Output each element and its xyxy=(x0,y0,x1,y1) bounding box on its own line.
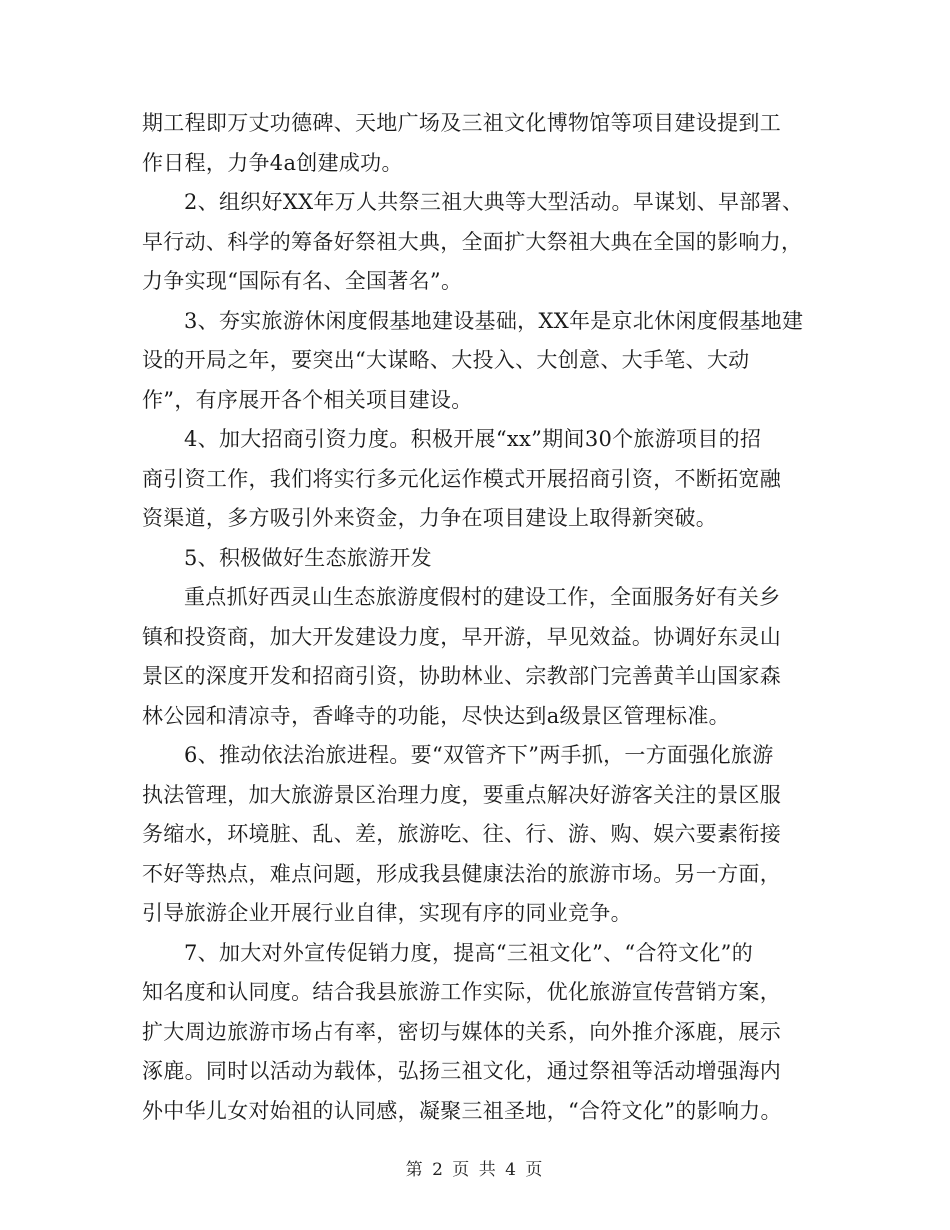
text-line: 商引资工作，我们将实行多元化运作模式开展招商引资，不断拓宽融 xyxy=(142,466,781,491)
text-line: 5、积极做好生态旅游开发 xyxy=(184,545,432,570)
text-line: 务缩水，环境脏、乱、差，旅游吃、往、行、游、购、娱六要素衔接 xyxy=(142,822,781,846)
text-line: 期工程即万丈功德碑、天地广场及三祖文化博物馆等项目建设提到工 xyxy=(142,111,781,135)
text-line: 力争实现“国际有名、全国著名”。 xyxy=(142,269,463,293)
text-line: 设的开局之年，要突出“大谋略、大投入、大创意、大手笔、大动 xyxy=(142,348,750,372)
text-line: 7、加大对外宣传促销力度，提高“三祖文化”、“合符文化”的 xyxy=(184,940,754,965)
text-line: 引导旅游企业开展行业自律，实现有序的同业竞争。 xyxy=(142,901,632,925)
text-line: 不好等热点，难点问题，形成我县健康法治的旅游市场。另一方面， xyxy=(142,861,781,886)
text-line: 重点抓好西灵山生态旅游度假村的建设工作，全面服务好有关乡 xyxy=(184,585,781,609)
document-body xyxy=(142,104,822,1131)
text-line: 6、推动依法治旅进程。要“双管齐下”两手抓，一方面强化旅游 xyxy=(184,743,774,767)
text-line: 3、夯实旅游休闲度假基地建设基础，XX年是京北休闲度假基地建 xyxy=(184,308,804,333)
text-line: 资渠道，多方吸引外来资金，力争在项目建设上取得新突破。 xyxy=(142,506,718,530)
text-line: 外中华儿女对始祖的认同感，凝聚三祖圣地，“合符文化”的影响力。 xyxy=(142,1098,782,1123)
text-line: 4、加大招商引资力度。积极开展“xx”期间30个旅游项目的招 xyxy=(184,427,762,451)
text-line: 涿鹿。同时以活动为载体，弘扬三祖文化，通过祭祖等活动增强海内 xyxy=(142,1059,781,1083)
text-line: 扩大周边旅游市场占有率，密切与媒体的关系，向外推介涿鹿，展示 xyxy=(142,1019,781,1044)
text-line: 知名度和认同度。结合我县旅游工作实际，优化旅游宣传营销方案， xyxy=(142,980,781,1004)
text-line: 作”，有序展开各个相关项目建设。 xyxy=(142,387,473,412)
text-line: 林公园和清凉寺，香峰寺的功能，尽快达到a级景区管理标准。 xyxy=(142,703,730,728)
page-footer: 第 2 页 共 4 页 xyxy=(405,1160,545,1180)
text-line: 早行动、科学的筹备好祭祖大典，全面扩大祭祖大典在全国的影响力， xyxy=(142,229,803,254)
text-line: 作日程，力争4a创建成功。 xyxy=(142,150,403,175)
text-line: 镇和投资商，加大开发建设力度，早开游，早见效益。协调好东灵山 xyxy=(142,624,781,649)
text-line: 执法管理，加大旅游景区治理力度，要重点解决好游客关注的景区服 xyxy=(142,782,781,807)
text-line: 景区的深度开发和招商引资，协助林业、宗教部门完善黄羊山国家森 xyxy=(142,664,781,688)
text-line: 2、组织好XX年万人共祭三祖大典等大型活动。早谋划、早部署、 xyxy=(184,190,804,214)
